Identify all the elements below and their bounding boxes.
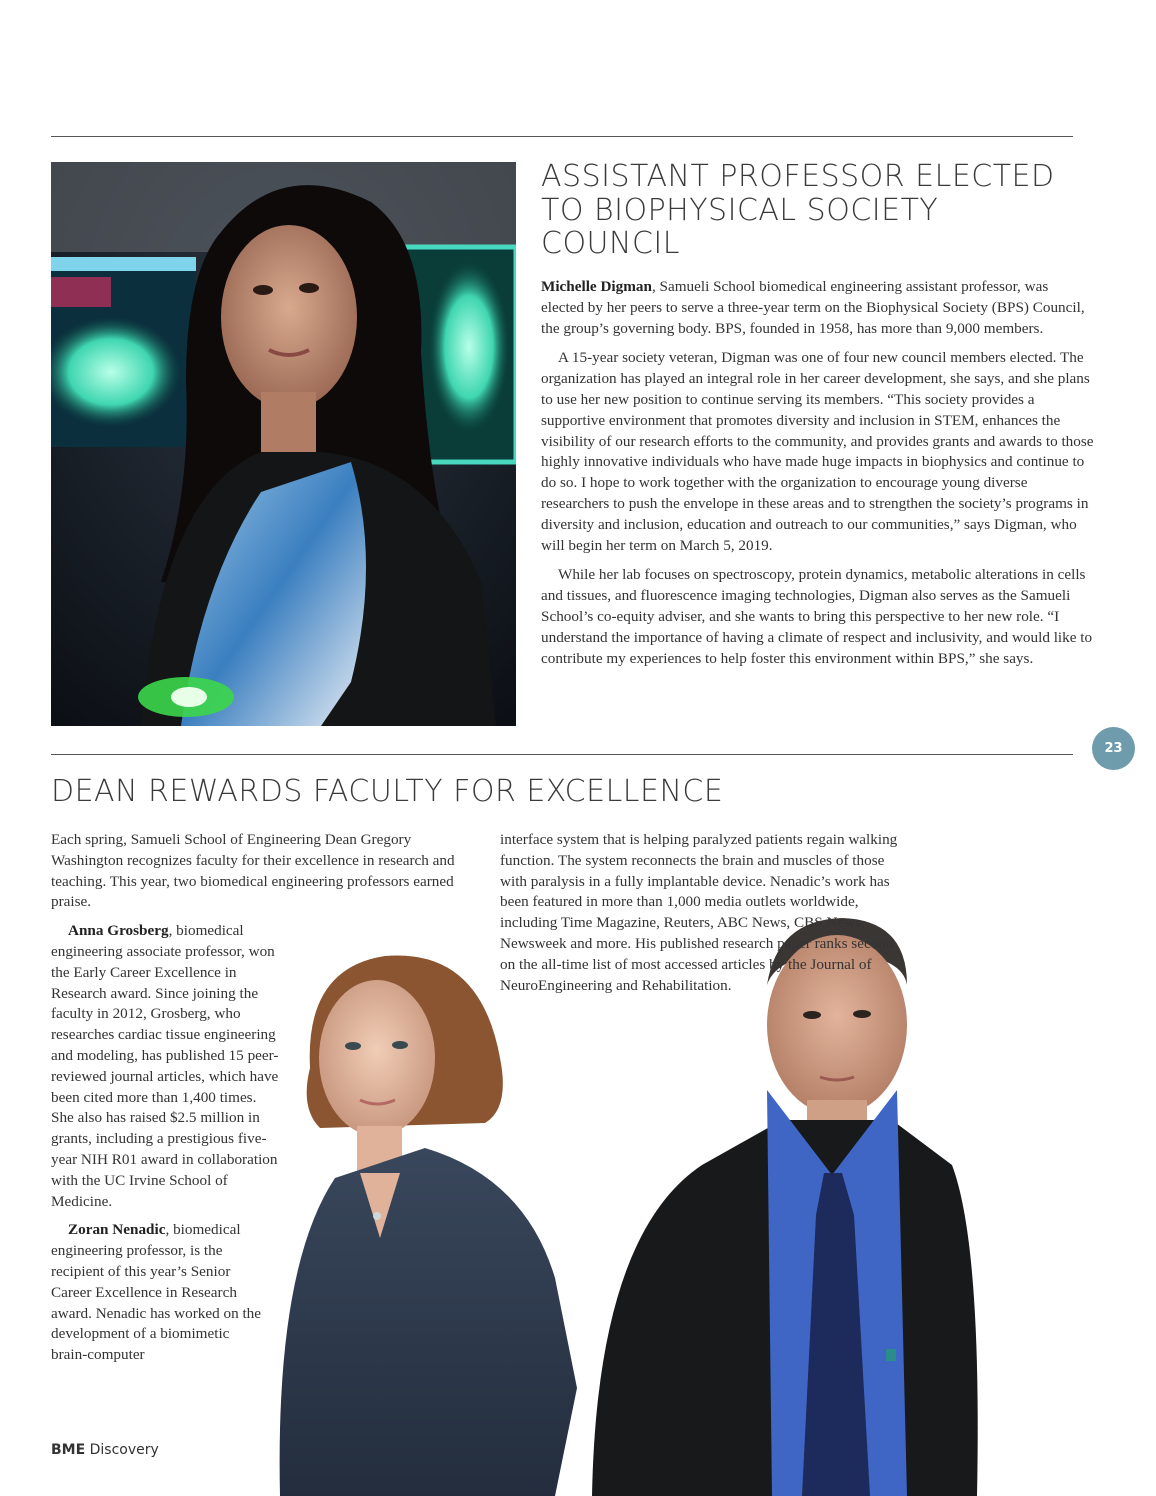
page-number-badge: 23 (1092, 727, 1135, 770)
article2-column-1 (51, 830, 471, 1374)
digman-photo (51, 162, 516, 726)
footer-brand: BME (51, 1442, 86, 1458)
article2-headline: DEAN REWARDS FACULTY FOR EXCELLENCE (51, 774, 724, 809)
article1-paragraph-3: While her lab focuses on spectroscopy, protein dynamics, metabolic alterations in cells and tissues, and fluorescence imaging technologies, Digman also serves as the Samueli School’s co-equity adviser, and she wants to bring this perspective to her new role. “I understand the importance of having a climate of respect and inclusivity, and would like to contribute my experiences to help foster this environment within BPS,” she says. (541, 566, 1093, 667)
digman-name: Michelle Digman (541, 278, 652, 295)
article2-paragraph-1: Each spring, Samueli School of Engineering Dean Gregory Washington recognizes faculty for their excellence in research and teaching. This year, two biomedical engineering professors earned praise. (51, 831, 455, 911)
article2-paragraph-3: Zoran Nenadic, biomedical engineering professor, is the recipient of this year’s Senior Career Excellence in Research award. Nenadic has worked on the development of a biomimetic brain-computer (51, 1221, 262, 1364)
article1-paragraph-1: Michelle Digman, Samueli School biomedical engineering assistant professor, was elected by her peers to serve a three-year term on the Biophysical Society (BPS) Council, the group’s governing body. BPS, founded in 1958, has more than 9,000 members. (541, 278, 1085, 337)
article2-column-2 (500, 830, 910, 1004)
top-divider (51, 136, 1073, 137)
footer-publication (51, 1442, 159, 1458)
article1-headline: ASSISTANT PROFESSOR ELECTED TO BIOPHYSICAL SOCIETY COUNCIL (541, 159, 1055, 261)
article1-paragraph-2: A 15-year society veteran, Digman was one of four new council members elected. The organization has played an integral role in her career development, she says, and she plans to use her new position to continue serving its members. “This society provides a supportive environment that promotes diversity and inclusion in STEM, enhances the visibility of our research efforts to the community, and provides grants and awards to those highly innovative individuals who have made huge impacts in biophysics and continue to do so. I hope to work together with the organization to encourage young diverse researchers to push the envelope in these areas and to strengthen the society’s programs in diversity and inclusion, education and outreach to our communities,” says Digman, who will begin her term on March 5, 2019. (541, 349, 1094, 554)
article2-paragraph-2: Anna Grosberg, biomedical engineering associate professor, won the Early Career Excellence in Research award. Since joining the faculty in 2012, Grosberg, who researches cardiac tissue engineering and modeling, has published 15 peer-reviewed journal articles, which have been cited more than 1,400 times. She also has raised $2.5 million in grants, including a prestigious five-year NIH R01 award in collaboration with the UC Irvine School of Medicine. (51, 922, 279, 1210)
article1-body (541, 277, 1094, 678)
grosberg-name: Anna Grosberg (68, 922, 169, 940)
nenadic-name: Zoran Nenadic (68, 1221, 166, 1239)
section-divider (51, 754, 1073, 755)
footer-title: Discovery (89, 1442, 159, 1458)
article2-column-2-text: interface system that is helping paralyzed patients regain walking function. The system reconnects the brain and muscles of those with paralysis in a fully implantable device. Nenadic’s work has been featured in more than 1,000 media outlets worldwide, including Time Magazine, Reuters, ABC News, CBS News, Newsweek and more. His published research paper ranks second on the all-time list of most accessed articles by the Journal of NeuroEngineering and Rehabilitation. (500, 831, 898, 994)
